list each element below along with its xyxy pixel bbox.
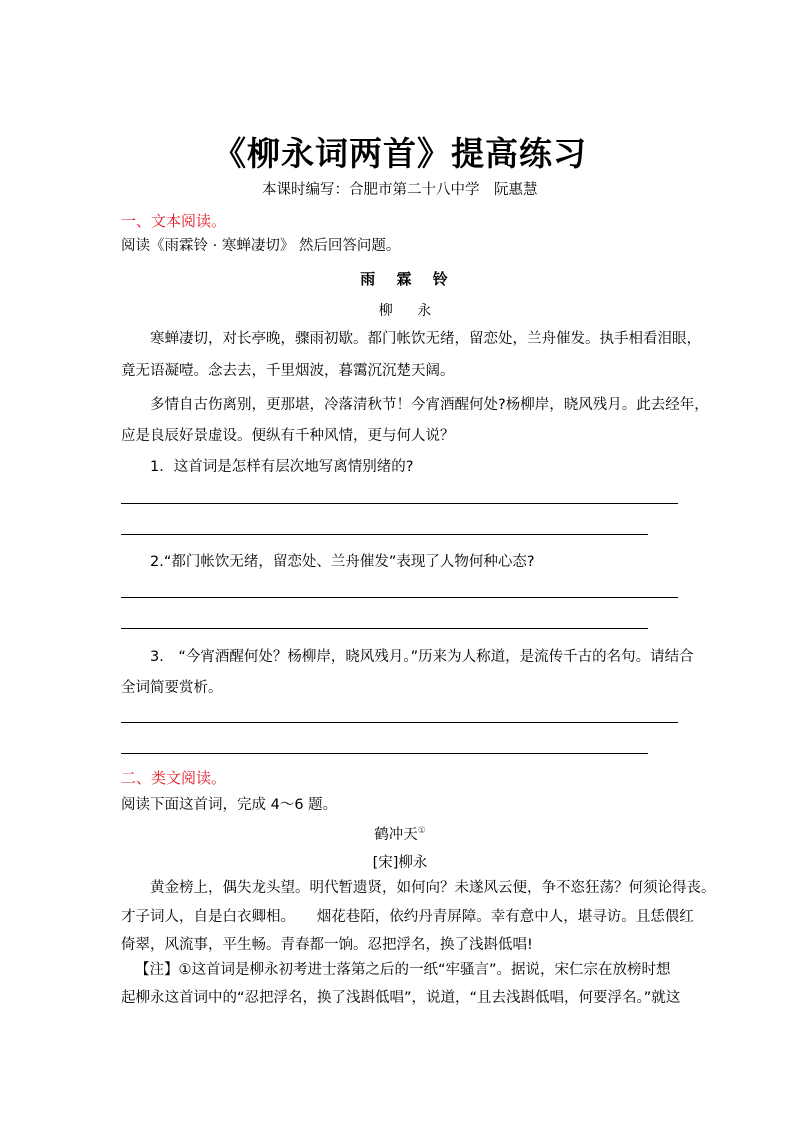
poem-author-2: [宋]柳永	[372, 855, 428, 871]
answer-line	[121, 628, 648, 629]
poem-line-2: 竟无语凝噎。念去去，千里烟波，暮霭沉沉楚天阔。	[121, 363, 455, 379]
question-3-cont: 全词简要赏析。	[121, 680, 223, 696]
answer-line	[121, 722, 678, 723]
question-1: 1．这首词是怎样有层次地写离情别绪的?	[150, 459, 414, 475]
poem2-line-2: 才子词人，自是白衣卿相。 烟花巷陌，依约丹青屏障。幸有意中人，堪寻访。且恁偎红	[121, 909, 694, 925]
poem-line-1: 寒蝉凄切，对长亭晚，骤雨初歇。都门帐饮无绪，留恋处，兰舟催发。执手相看泪眼，	[150, 331, 701, 347]
note-line-2: 起柳永这首词中的“忍把浮名，换了浅斟低唱”，说道，“且去浅斟低唱，何要浮名。”就这	[121, 990, 681, 1006]
poem-title: 雨 霖 铃	[360, 270, 456, 288]
answer-line	[121, 753, 648, 754]
poem-author: 柳 永	[378, 303, 442, 319]
page-title: 《柳永词两首》提高练习	[213, 134, 587, 173]
answer-line	[121, 503, 678, 504]
section-2-intro: 阅读下面这首词，完成 4～6 题。	[121, 797, 338, 813]
poem2-line-3: 倚翠，风流事，平生畅。青春都一饷。忍把浮名，换了浅斟低唱!	[121, 937, 533, 953]
footnote-marker: ①	[417, 826, 426, 837]
note-line-1: 【注】①这首词是柳永初考进士落第之后的一纸“牢骚言”。据说，宋仁宗在放榜时想	[135, 962, 671, 978]
section-heading-1: 一、文本阅读。	[121, 212, 227, 230]
poem-title-2-text: 鹤冲天	[374, 827, 418, 843]
poem-line-3: 多情自古伤离别，更那堪，冷落清秋节！今宵酒醒何处?杨柳岸，晓风残月。此去经年，	[150, 397, 709, 413]
answer-line	[121, 534, 648, 535]
question-2: 2.“都门帐饮无绪，留恋处、兰舟催发”表现了人物何种心态?	[150, 554, 535, 570]
question-3: 3. “今宵酒醒何处？杨柳岸，晓风残月。”历来为人称道，是流传千古的名句。请结合	[150, 649, 694, 665]
poem-title-2	[0, 823, 800, 844]
poem2-line-1: 黄金榜上，偶失龙头望。明代暂遗贤，如何向？未遂风云便，争不恣狂荡？何须论得丧。	[150, 880, 716, 896]
answer-line	[121, 597, 678, 598]
poem-line-4: 应是良辰好景虚设。便纵有千种风情，更与何人说？	[121, 428, 455, 444]
author-line: 本课时编写：合肥市第二十八中学 阮惠慧	[262, 182, 538, 198]
section-heading-2: 二、类文阅读。	[121, 769, 227, 787]
section-1-intro: 阅读《雨霖铃 · 寒蝉凄切》 然后回答问题。	[121, 238, 401, 254]
